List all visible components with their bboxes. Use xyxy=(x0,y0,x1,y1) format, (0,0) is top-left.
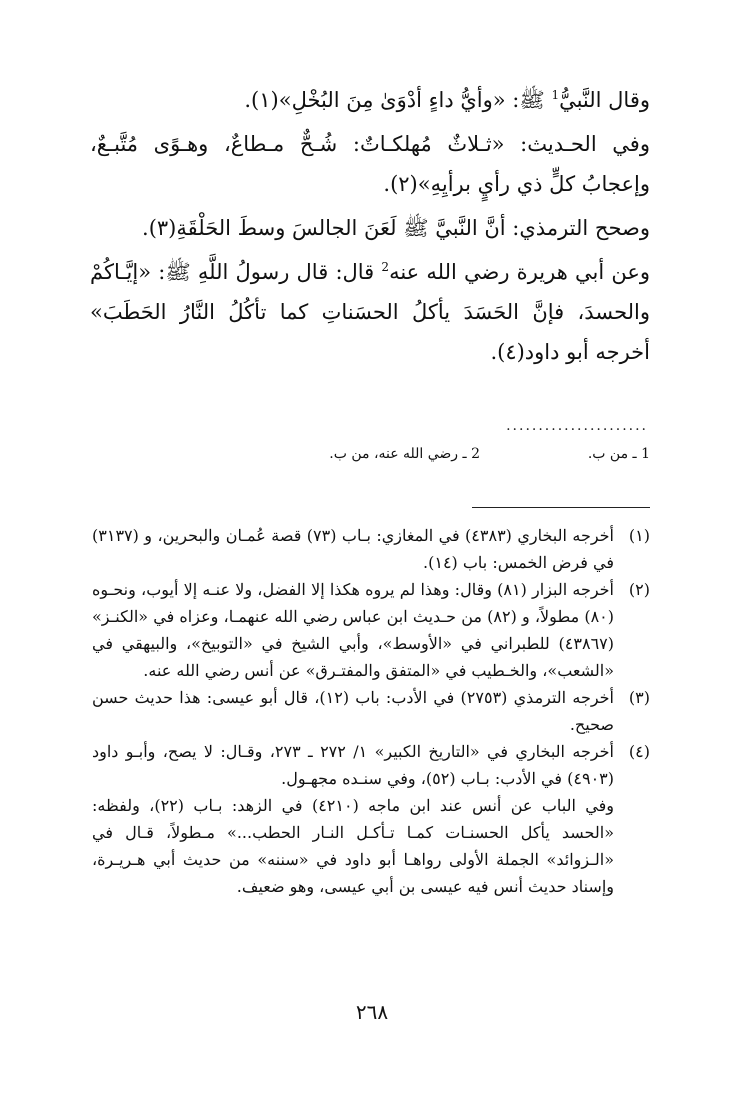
footnote-rule xyxy=(472,507,650,508)
paragraph-1 xyxy=(90,80,650,120)
footnote-number: (٣) xyxy=(628,688,650,707)
footnote xyxy=(92,576,650,684)
footnote-text: أخرجه البخاري في «التاريخ الكبير» ١/ ٢٧٢ ـ ٢٧٣، وقـال: لا يصح، وأبـو داود (٤٩٠٣) في الأدب: بـاب (٥٢)، وفي سنـده مجهـول. xyxy=(92,742,614,788)
paragraph-3: وصحح الترمذي: أنَّ النَّبيَّ ﷺ لَعَنَ الجالسَ وسطَ الحَلْقَةِ(٣). xyxy=(142,216,650,240)
footnote xyxy=(92,522,650,576)
paragraph-2: وفي الحـديث: «ثـلاثٌ مُهلكـاتٌ: شُـحٌّ مـطاعٌ، وهـوًى مُتَّبـعٌ، وإعجابُ كلٍّ ذي رأيٍ برأيِهِ»(٢). xyxy=(90,132,650,196)
manuscript-note-1: 1 ـ من ب. xyxy=(587,446,650,462)
footnote-number: (١) xyxy=(628,526,650,545)
marker-1: 1 xyxy=(551,88,560,102)
page-number: ٢٦٨ xyxy=(355,1000,389,1024)
paragraph-4-end: قال: قال رسولُ اللَّهِ ﷺ: «إيَّـاكُمْ والحسدَ، فإنَّ الحَسَدَ يأكلُ الحسَناتِ كما تأكُلُ النَّارُ الحَطَبَ» أخرجه أبو داود(٤). xyxy=(90,260,650,364)
paragraph-1-start: وقال النَّبيُّ xyxy=(559,88,650,112)
paragraph-4 xyxy=(90,252,650,372)
footnote-number: (٢) xyxy=(628,580,650,599)
footnote-number: (٤) xyxy=(628,742,650,761)
footnote-text: أخرجه البخاري (٤٣٨٣) في المغازي: بـاب (٧٣) قصة عُمـان والبحرين، و (٣١٣٧) في فرض الخمس: باب (١٤). xyxy=(92,526,615,572)
manuscript-note-2: 2 ـ رضي الله عنه، من ب. xyxy=(329,446,480,462)
footnotes xyxy=(92,522,650,900)
paragraph-4-start: وعن أبي هريرة رضي الله عنه xyxy=(389,260,651,284)
main-text xyxy=(90,80,650,376)
footnote-text: أخرجه الترمذي (٢٧٥٣) في الأدب: باب (١٢)، قال أبو عيسى: هذا حديث حسن صحيح. xyxy=(92,688,614,734)
marker-2: 2 xyxy=(381,260,390,274)
footnote-text: أخرجه البزار (٨١) وقال: وهذا لم يروه هكذا إلا الفضل، ولا عنـه إلا أيوب، ونحـوه (٨٠) مطولاً، و (٨٢) من حـديث ابن عباس رضي الله عنهمـا، وعزاه في «الكنـز» (٤٣٨٦٧) للطبراني في «الأوسط»، وأبي الشيخ في «التوبيخ»، والبيهقي في «الشعب»، والخـطيب في «المتفق والمفتـرق» عن أنس رضي الله عنه. xyxy=(92,580,615,680)
footnote xyxy=(92,738,650,900)
footnote xyxy=(92,684,650,738)
footnote-text: وفي الباب عن أنس عند ابن ماجه (٤٢١٠) في الزهد: بـاب (٢٢)، ولفظه: «الحسد يأكل الحسنـات كمـا تـأكـل النـار الحطب...» مـطولاً، قـال في «الـزوائد» الجملة الأولى رواهـا أبو داود في «سننه» من حديث أبي هـريـرة، وإسناد حديث أنس فيه عيسى بن أبي عيسى، وهو ضعيف. xyxy=(92,796,615,896)
paragraph-1-end: ﷺ: «وأيُّ داءٍ أدْوَىٰ مِنَ البُخْلِ»(١). xyxy=(244,88,545,112)
dotted-separator: ...................... xyxy=(506,418,648,434)
